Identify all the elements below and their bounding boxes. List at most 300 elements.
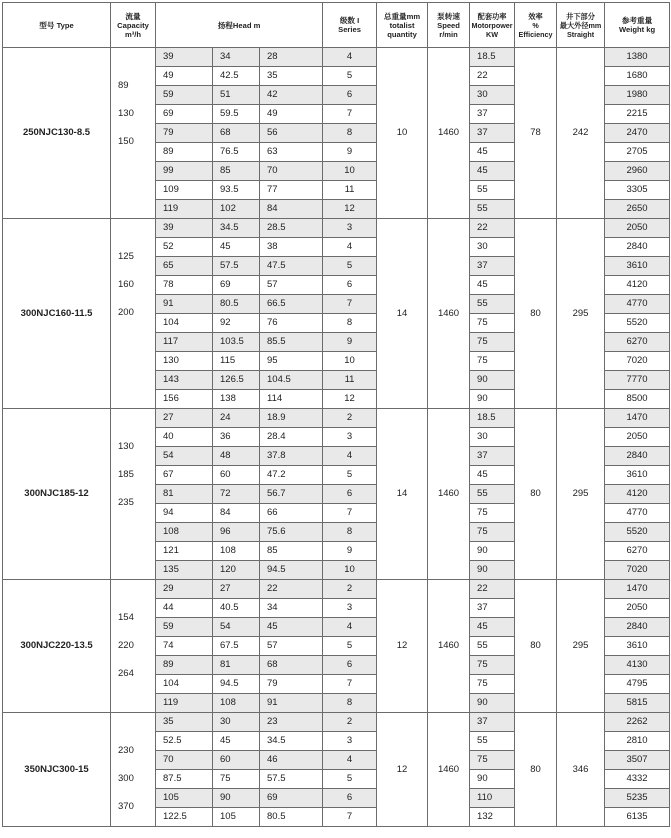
capacity-value: 300	[118, 773, 134, 784]
head-value: 102	[213, 200, 260, 219]
motorpower-value: 37	[470, 257, 515, 276]
weight-value: 6135	[605, 808, 670, 827]
weight-value: 4795	[605, 675, 670, 694]
head-value: 85	[260, 542, 323, 561]
head-value: 34	[260, 599, 323, 618]
capacity-value: 220	[118, 640, 134, 651]
head-value: 72	[213, 485, 260, 504]
head-value: 77	[260, 181, 323, 200]
speed-cell: 1460	[428, 48, 470, 219]
head-value: 91	[156, 295, 213, 314]
series-value: 9	[323, 333, 377, 352]
series-value: 4	[323, 238, 377, 257]
head-value: 104	[156, 675, 213, 694]
model-cell: 350NJC300-15	[3, 713, 111, 827]
series-value: 6	[323, 86, 377, 105]
header-head: 扬程Head m	[156, 3, 323, 48]
series-value: 11	[323, 371, 377, 390]
head-value: 52.5	[156, 732, 213, 751]
header-straight: 井下部分 最大外径mm Straight	[557, 3, 605, 48]
model-cell: 300NJC185-12	[3, 409, 111, 580]
head-value: 69	[156, 105, 213, 124]
weight-value: 2050	[605, 219, 670, 238]
head-value: 39	[156, 219, 213, 238]
series-value: 6	[323, 789, 377, 808]
weight-value: 2810	[605, 732, 670, 751]
head-value: 59	[156, 86, 213, 105]
weight-value: 1470	[605, 580, 670, 599]
head-value: 56	[260, 124, 323, 143]
head-value: 105	[156, 789, 213, 808]
weight-value: 2840	[605, 238, 670, 257]
motorpower-value: 37	[470, 713, 515, 732]
head-value: 79	[156, 124, 213, 143]
series-value: 6	[323, 656, 377, 675]
head-value: 75.6	[260, 523, 323, 542]
series-value: 3	[323, 219, 377, 238]
head-value: 36	[213, 428, 260, 447]
motorpower-value: 30	[470, 86, 515, 105]
weight-value: 1680	[605, 67, 670, 86]
model-cell: 300NJC160-11.5	[3, 219, 111, 409]
capacity-value: 160	[118, 279, 134, 290]
series-value: 6	[323, 276, 377, 295]
head-value: 80.5	[213, 295, 260, 314]
capacity-value: 230	[118, 745, 134, 756]
head-value: 67.5	[213, 637, 260, 656]
motorpower-value: 90	[470, 770, 515, 789]
motorpower-value: 45	[470, 162, 515, 181]
capacity-value: 370	[118, 801, 134, 812]
head-value: 35	[260, 67, 323, 86]
series-value: 7	[323, 295, 377, 314]
series-value: 8	[323, 694, 377, 713]
head-value: 28.4	[260, 428, 323, 447]
head-value: 81	[156, 485, 213, 504]
weight-value: 4120	[605, 485, 670, 504]
head-value: 49	[156, 67, 213, 86]
speed-cell: 1460	[428, 219, 470, 409]
motorpower-value: 90	[470, 694, 515, 713]
series-value: 2	[323, 409, 377, 428]
header-quantity: 总重量mm totalist quantity	[377, 3, 428, 48]
weight-value: 2650	[605, 200, 670, 219]
series-value: 7	[323, 675, 377, 694]
head-value: 44	[156, 599, 213, 618]
head-value: 57	[260, 276, 323, 295]
series-value: 10	[323, 162, 377, 181]
head-value: 47.5	[260, 257, 323, 276]
head-value: 56.7	[260, 485, 323, 504]
speed-cell: 1460	[428, 409, 470, 580]
motorpower-value: 55	[470, 181, 515, 200]
head-value: 34.5	[213, 219, 260, 238]
series-value: 3	[323, 428, 377, 447]
weight-value: 3305	[605, 181, 670, 200]
head-value: 22	[260, 580, 323, 599]
weight-value: 4332	[605, 770, 670, 789]
capacity-value: 125	[118, 251, 134, 262]
head-value: 130	[156, 352, 213, 371]
capacity-value: 130	[118, 108, 134, 119]
head-value: 143	[156, 371, 213, 390]
head-value: 94	[156, 504, 213, 523]
head-value: 89	[156, 656, 213, 675]
head-value: 95	[260, 352, 323, 371]
series-value: 5	[323, 637, 377, 656]
motorpower-value: 110	[470, 789, 515, 808]
head-value: 114	[260, 390, 323, 409]
motorpower-value: 45	[470, 276, 515, 295]
weight-value: 2840	[605, 618, 670, 637]
motorpower-value: 90	[470, 390, 515, 409]
head-value: 47.2	[260, 466, 323, 485]
motorpower-value: 18.5	[470, 48, 515, 67]
head-value: 105	[213, 808, 260, 827]
capacity-cell	[111, 713, 156, 827]
head-value: 45	[213, 238, 260, 257]
head-value: 28.5	[260, 219, 323, 238]
head-value: 85	[213, 162, 260, 181]
series-value: 4	[323, 48, 377, 67]
weight-value: 2050	[605, 599, 670, 618]
capacity-value: 264	[118, 668, 134, 679]
series-value: 7	[323, 808, 377, 827]
quantity-cell: 12	[377, 580, 428, 713]
head-value: 76	[260, 314, 323, 333]
motorpower-value: 90	[470, 371, 515, 390]
series-value: 9	[323, 143, 377, 162]
head-value: 29	[156, 580, 213, 599]
head-value: 60	[213, 466, 260, 485]
straight-cell: 346	[557, 713, 605, 827]
capacity-value: 150	[118, 136, 134, 147]
motorpower-value: 37	[470, 105, 515, 124]
motorpower-value: 132	[470, 808, 515, 827]
capacity-value: 89	[118, 80, 129, 91]
head-value: 117	[156, 333, 213, 352]
header-speed: 泵转速 Speed r/min	[428, 3, 470, 48]
head-value: 108	[213, 694, 260, 713]
head-value: 28	[260, 48, 323, 67]
motorpower-value: 75	[470, 314, 515, 333]
motorpower-value: 55	[470, 637, 515, 656]
weight-value: 2262	[605, 713, 670, 732]
quantity-cell: 14	[377, 409, 428, 580]
head-value: 68	[213, 124, 260, 143]
head-value: 54	[213, 618, 260, 637]
head-value: 92	[213, 314, 260, 333]
head-value: 49	[260, 105, 323, 124]
head-value: 52	[156, 238, 213, 257]
header-series: 级数 I Series	[323, 3, 377, 48]
series-value: 3	[323, 732, 377, 751]
head-value: 48	[213, 447, 260, 466]
series-value: 4	[323, 751, 377, 770]
head-value: 87.5	[156, 770, 213, 789]
series-value: 12	[323, 200, 377, 219]
weight-value: 3610	[605, 257, 670, 276]
weight-value: 3507	[605, 751, 670, 770]
head-value: 45	[213, 732, 260, 751]
head-value: 121	[156, 542, 213, 561]
motorpower-value: 75	[470, 751, 515, 770]
table-header	[3, 3, 670, 48]
capacity-value: 154	[118, 612, 134, 623]
head-value: 90	[213, 789, 260, 808]
series-value: 4	[323, 447, 377, 466]
head-value: 39	[156, 48, 213, 67]
head-value: 99	[156, 162, 213, 181]
head-value: 122.5	[156, 808, 213, 827]
motorpower-value: 75	[470, 675, 515, 694]
head-value: 91	[260, 694, 323, 713]
head-value: 104	[156, 314, 213, 333]
head-value: 126.5	[213, 371, 260, 390]
capacity-cell	[111, 409, 156, 580]
head-value: 78	[156, 276, 213, 295]
head-value: 79	[260, 675, 323, 694]
head-value: 18.9	[260, 409, 323, 428]
head-value: 103.5	[213, 333, 260, 352]
head-value: 70	[156, 751, 213, 770]
head-value: 138	[213, 390, 260, 409]
weight-value: 5815	[605, 694, 670, 713]
series-value: 5	[323, 466, 377, 485]
head-value: 96	[213, 523, 260, 542]
table-row	[3, 219, 670, 238]
head-value: 69	[260, 789, 323, 808]
motorpower-value: 37	[470, 599, 515, 618]
head-value: 57.5	[260, 770, 323, 789]
capacity-cell	[111, 219, 156, 409]
weight-value: 2050	[605, 428, 670, 447]
header-model: 型号 Type	[3, 3, 111, 48]
capacity-value: 235	[118, 497, 134, 508]
weight-value: 2215	[605, 105, 670, 124]
model-cell: 300NJC220-13.5	[3, 580, 111, 713]
head-value: 68	[260, 656, 323, 675]
head-value: 37.8	[260, 447, 323, 466]
series-value: 3	[323, 599, 377, 618]
head-value: 81	[213, 656, 260, 675]
head-value: 60	[213, 751, 260, 770]
motorpower-value: 90	[470, 542, 515, 561]
weight-value: 5520	[605, 314, 670, 333]
head-value: 57	[260, 637, 323, 656]
head-value: 80.5	[260, 808, 323, 827]
head-value: 108	[213, 542, 260, 561]
efficiency-cell: 80	[515, 219, 557, 409]
head-value: 84	[260, 200, 323, 219]
head-value: 30	[213, 713, 260, 732]
capacity-cell	[111, 580, 156, 713]
series-value: 8	[323, 523, 377, 542]
weight-value: 5235	[605, 789, 670, 808]
head-value: 67	[156, 466, 213, 485]
weight-value: 5520	[605, 523, 670, 542]
head-value: 57.5	[213, 257, 260, 276]
head-value: 93.5	[213, 181, 260, 200]
series-value: 10	[323, 352, 377, 371]
motorpower-value: 55	[470, 485, 515, 504]
table-row	[3, 409, 670, 428]
quantity-cell: 10	[377, 48, 428, 219]
head-value: 115	[213, 352, 260, 371]
head-value: 40	[156, 428, 213, 447]
header-capacity: 流量 Capacity m³/h	[111, 3, 156, 48]
weight-value: 8500	[605, 390, 670, 409]
motorpower-value: 22	[470, 67, 515, 86]
series-value: 2	[323, 580, 377, 599]
series-value: 5	[323, 257, 377, 276]
head-value: 51	[213, 86, 260, 105]
head-value: 120	[213, 561, 260, 580]
head-value: 65	[156, 257, 213, 276]
motorpower-value: 75	[470, 656, 515, 675]
head-value: 76.5	[213, 143, 260, 162]
weight-value: 2705	[605, 143, 670, 162]
head-value: 66	[260, 504, 323, 523]
motorpower-value: 30	[470, 238, 515, 257]
motorpower-value: 22	[470, 219, 515, 238]
weight-value: 1380	[605, 48, 670, 67]
head-value: 119	[156, 200, 213, 219]
head-value: 42.5	[213, 67, 260, 86]
motorpower-value: 75	[470, 352, 515, 371]
head-value: 59.5	[213, 105, 260, 124]
speed-cell: 1460	[428, 580, 470, 713]
motorpower-value: 90	[470, 561, 515, 580]
series-value: 7	[323, 105, 377, 124]
weight-value: 3610	[605, 466, 670, 485]
series-value: 11	[323, 181, 377, 200]
head-value: 46	[260, 751, 323, 770]
weight-value: 2840	[605, 447, 670, 466]
head-value: 85.5	[260, 333, 323, 352]
series-value: 12	[323, 390, 377, 409]
quantity-cell: 12	[377, 713, 428, 827]
series-value: 9	[323, 542, 377, 561]
motorpower-value: 30	[470, 428, 515, 447]
table-row	[3, 580, 670, 599]
motorpower-value: 55	[470, 200, 515, 219]
weight-value: 4770	[605, 504, 670, 523]
head-value: 66.5	[260, 295, 323, 314]
head-value: 27	[213, 580, 260, 599]
weight-value: 4130	[605, 656, 670, 675]
table-row	[3, 48, 670, 67]
series-value: 4	[323, 618, 377, 637]
efficiency-cell: 78	[515, 48, 557, 219]
head-value: 94.5	[260, 561, 323, 580]
head-value: 70	[260, 162, 323, 181]
weight-value: 6270	[605, 542, 670, 561]
head-value: 23	[260, 713, 323, 732]
header-motorpower: 配套功率 Motorpower KW	[470, 3, 515, 48]
capacity-value: 185	[118, 469, 134, 480]
motorpower-value: 37	[470, 124, 515, 143]
model-cell: 250NJC130-8.5	[3, 48, 111, 219]
motorpower-value: 45	[470, 466, 515, 485]
weight-value: 2470	[605, 124, 670, 143]
pump-spec-table	[2, 2, 670, 827]
spec-table-wrapper	[2, 2, 669, 834]
series-value: 7	[323, 504, 377, 523]
head-value: 135	[156, 561, 213, 580]
header-weight: 参考重量 Weight kg	[605, 3, 670, 48]
head-value: 94.5	[213, 675, 260, 694]
head-value: 45	[260, 618, 323, 637]
head-value: 24	[213, 409, 260, 428]
series-value: 5	[323, 770, 377, 789]
motorpower-value: 55	[470, 732, 515, 751]
weight-value: 1470	[605, 409, 670, 428]
speed-cell: 1460	[428, 713, 470, 827]
weight-value: 7770	[605, 371, 670, 390]
motorpower-value: 75	[470, 504, 515, 523]
head-value: 104.5	[260, 371, 323, 390]
capacity-value: 200	[118, 307, 134, 318]
weight-value: 4120	[605, 276, 670, 295]
weight-value: 3610	[605, 637, 670, 656]
motorpower-value: 45	[470, 143, 515, 162]
weight-value: 7020	[605, 352, 670, 371]
weight-value: 1980	[605, 86, 670, 105]
quantity-cell: 14	[377, 219, 428, 409]
straight-cell: 295	[557, 409, 605, 580]
series-value: 5	[323, 67, 377, 86]
head-value: 40.5	[213, 599, 260, 618]
head-value: 69	[213, 276, 260, 295]
head-value: 38	[260, 238, 323, 257]
series-value: 8	[323, 124, 377, 143]
head-value: 27	[156, 409, 213, 428]
head-value: 63	[260, 143, 323, 162]
motorpower-value: 75	[470, 523, 515, 542]
weight-value: 7020	[605, 561, 670, 580]
head-value: 89	[156, 143, 213, 162]
head-value: 34.5	[260, 732, 323, 751]
head-value: 108	[156, 523, 213, 542]
head-value: 84	[213, 504, 260, 523]
motorpower-value: 18.5	[470, 409, 515, 428]
weight-value: 4770	[605, 295, 670, 314]
motorpower-value: 45	[470, 618, 515, 637]
table-row	[3, 713, 670, 732]
head-value: 42	[260, 86, 323, 105]
motorpower-value: 37	[470, 447, 515, 466]
series-value: 10	[323, 561, 377, 580]
weight-value: 2960	[605, 162, 670, 181]
head-value: 35	[156, 713, 213, 732]
series-value: 2	[323, 713, 377, 732]
straight-cell: 242	[557, 48, 605, 219]
straight-cell: 295	[557, 580, 605, 713]
motorpower-value: 22	[470, 580, 515, 599]
head-value: 156	[156, 390, 213, 409]
capacity-value: 130	[118, 441, 134, 452]
motorpower-value: 75	[470, 333, 515, 352]
straight-cell: 295	[557, 219, 605, 409]
efficiency-cell: 80	[515, 409, 557, 580]
head-value: 75	[213, 770, 260, 789]
header-efficiency: 效率 % Efficiency	[515, 3, 557, 48]
head-value: 74	[156, 637, 213, 656]
head-value: 119	[156, 694, 213, 713]
series-value: 8	[323, 314, 377, 333]
weight-value: 6270	[605, 333, 670, 352]
